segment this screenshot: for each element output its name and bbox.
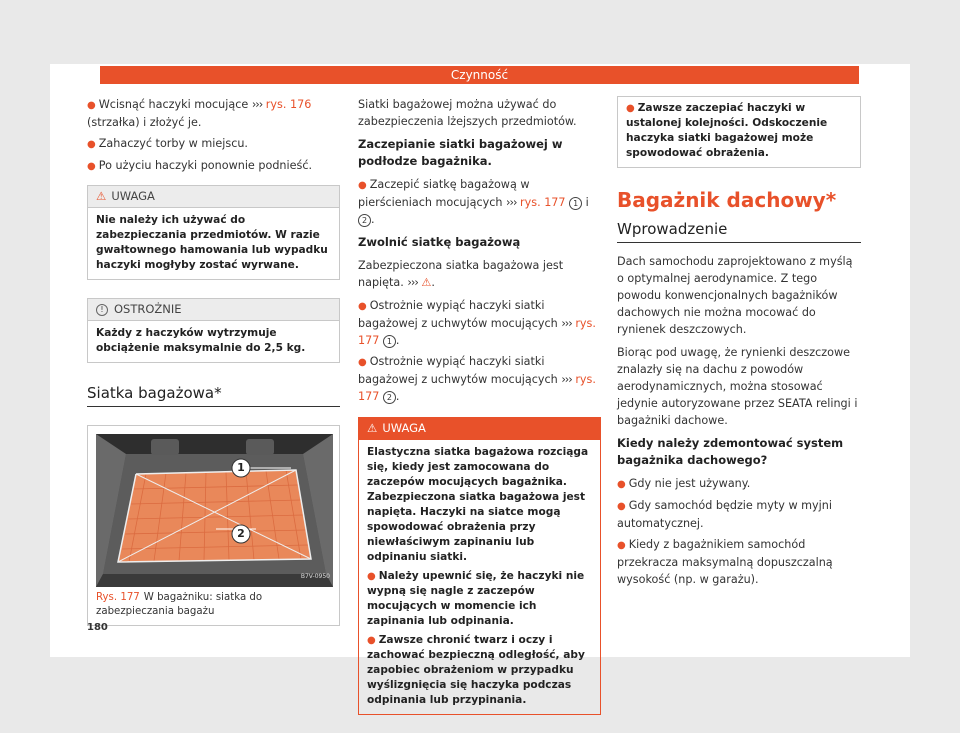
figure-ref: Rys. 177 (96, 592, 140, 603)
callout-1: 1 (237, 461, 245, 474)
list-item: ● Ostrożnie wypiąć haczyki siatki bagażowej z uchwytów mocujących ››› rys. 177 1 . (358, 299, 596, 347)
bullet-icon: ● (87, 139, 96, 150)
list-item: ● Zaczepić siatkę bagażową w pierścieniach mocujących ››› rys. 177 1 i 2 . (358, 178, 589, 226)
bullet-icon: ● (358, 180, 367, 191)
list-item: ● Wcisnąć haczyki mocujące ››› rys. 176 (strzałka) i złożyć je. (87, 98, 312, 129)
trunk-net-illustration (96, 434, 333, 587)
column-3 (617, 96, 861, 592)
section-title: Siatka bagażowa* (87, 385, 340, 407)
list-item: ● Gdy samochód będzie myty w myjni automatycznej. (617, 499, 832, 530)
arrow-icon: ››› (407, 276, 418, 289)
list-item: ● Kiedy z bagażnikiem samochód przekracza maksymalną dopuszczalną wysokość (np. w garażu). (617, 538, 833, 586)
caution-box (87, 298, 340, 363)
subheading: Zaczepianie siatki bagażowej w podłodze bagażnika. (358, 137, 563, 168)
warning-continuation-box: ● Zawsze zaczepiać haczyki w ustalonej kolejności. Odskoczenie haczyka siatki bagażowej może spowodować obrażenia. (617, 96, 861, 168)
figure-caption: Rys. 177 W bagażniku: siatka do zabezpieczania bagażu (96, 592, 263, 617)
warning-triangle-icon: ⚠ (96, 189, 107, 203)
caution-body: Każdy z haczyków wytrzymuje obciążenie maksymalnie do 2,5 kg. (96, 327, 306, 354)
list-item: ● Zahaczyć torby w miejscu. (87, 137, 248, 150)
bullet-icon: ● (626, 103, 635, 114)
arrow-icon: ››› (506, 196, 517, 209)
warning-box (87, 185, 340, 280)
list-item: ● Po użyciu haczyki ponownie podnieść. (87, 159, 313, 172)
warning-triangle-icon: ⚠ (367, 421, 378, 435)
arrow-icon: ››› (561, 373, 572, 386)
intro-paragraph: Siatki bagażowej można używać do zabezpieczenia lżejszych przedmiotów. (358, 98, 577, 128)
list-item: ● Ostrożnie wypiąć haczyki siatki bagażowej z uchwytów mocujących ››› rys. 177 2 . (358, 355, 596, 403)
figure-link[interactable]: rys. 177 (520, 196, 566, 209)
paragraph: Zabezpieczona siatka bagażowa jest napięta. ››› ⚠. (358, 259, 564, 289)
arrow-icon: ››› (251, 98, 263, 111)
figure-link[interactable]: rys. 176 (265, 98, 312, 111)
number-badge: 2 (383, 391, 396, 404)
info-circle-icon: ! (96, 304, 108, 316)
paragraph: Biorąc pod uwagę, że rynienki deszczowe znalazły się na dachu z powodów aerodynamicznych, można stosować jedynie autoryzowane przez SEATA relingi i bagażniki dachowe. (617, 346, 858, 427)
list-item: ● Zawsze chronić twarz i oczy i zachować bezpieczną odległość, aby zapobiec obrażeniom w przypadku wyślizgnięcia się haczyka podczas odpinania lub przypinania. (367, 634, 585, 706)
page-number: 180 (87, 622, 108, 633)
figure-box (87, 425, 340, 626)
bullet-icon: ● (87, 100, 96, 111)
list-item: ● Gdy nie jest używany. (617, 477, 751, 490)
column-1 (87, 96, 340, 626)
warning-header: ⚠ UWAGA (359, 418, 600, 440)
warning-triangle-icon: ⚠ (421, 276, 432, 289)
paragraph: Dach samochodu zaprojektowano z myślą o optymalnej aerodynamice. Z tego powodu konwencjonalnych bagażników dachowych nie można mocować do rynienek deszczowych. (617, 255, 853, 336)
chapter-title: Bagażnik dachowy* (617, 188, 837, 212)
figure-link[interactable]: rys. 177 (358, 373, 596, 403)
figure-code: B7V-0950 (300, 573, 330, 580)
list-item: ● Należy upewnić się, że haczyki nie wypną się nagle z zaczepów mocujących w momencie ich zapinania lub odpinania. (367, 570, 585, 627)
warning-body: Nie należy ich używać do zabezpieczania przedmiotów. W razie gwałtownego hamowania lub wypadku haczyki mogłyby zostać wyrwane. (96, 214, 328, 271)
bullet-icon: ● (617, 540, 626, 551)
bullet-icon: ● (617, 501, 626, 512)
bullet-icon: ● (87, 161, 96, 172)
arrow-icon: ››› (561, 317, 572, 330)
section-title: Wprowadzenie (617, 221, 861, 243)
number-badge: 2 (358, 214, 371, 227)
bullet-icon: ● (358, 301, 367, 312)
bullet-icon: ● (367, 571, 376, 582)
bullet-icon: ● (617, 479, 626, 490)
warning-body: Elastyczna siatka bagażowa rozciąga się, kiedy jest zamocowana do zaczepów mocujących bagażnika. Zabezpieczona siatka bagażowa jest napięta. Haczyki na siatce mogą spowodować obrażenia przy niewłaściwym zapinaniu lub odpinaniu siatki. ● Należy upewnić się, że haczyki nie wypną się nagle z zaczepów mocujących w momencie ich zapinania lub odpinania. ● Zawsze chronić twarz i oczy i zachować bezpieczną odległość, aby zapobiec obrażeniom w przypadku wyślizgnięcia się haczyka podczas odpinania lub przypinania. (359, 440, 600, 714)
chapter-header: Czynność (100, 66, 859, 84)
subheading: Zwolnić siatkę bagażową (358, 235, 521, 249)
caution-header: ! OSTROŻNIE (88, 299, 339, 321)
bullet-icon: ● (367, 635, 376, 646)
warning-header: ⚠ UWAGA (88, 186, 339, 208)
trunk-svg (96, 434, 333, 587)
column-2 (358, 96, 601, 733)
subheading: Kiedy należy zdemontować system bagażnika dachowego? (617, 436, 844, 467)
figure-link[interactable]: rys. 177 (358, 317, 596, 347)
bullet-icon: ● (358, 357, 367, 368)
callout-2: 2 (237, 527, 245, 540)
number-badge: 1 (569, 197, 582, 210)
number-badge: 1 (383, 335, 396, 348)
warning-box (358, 417, 601, 715)
